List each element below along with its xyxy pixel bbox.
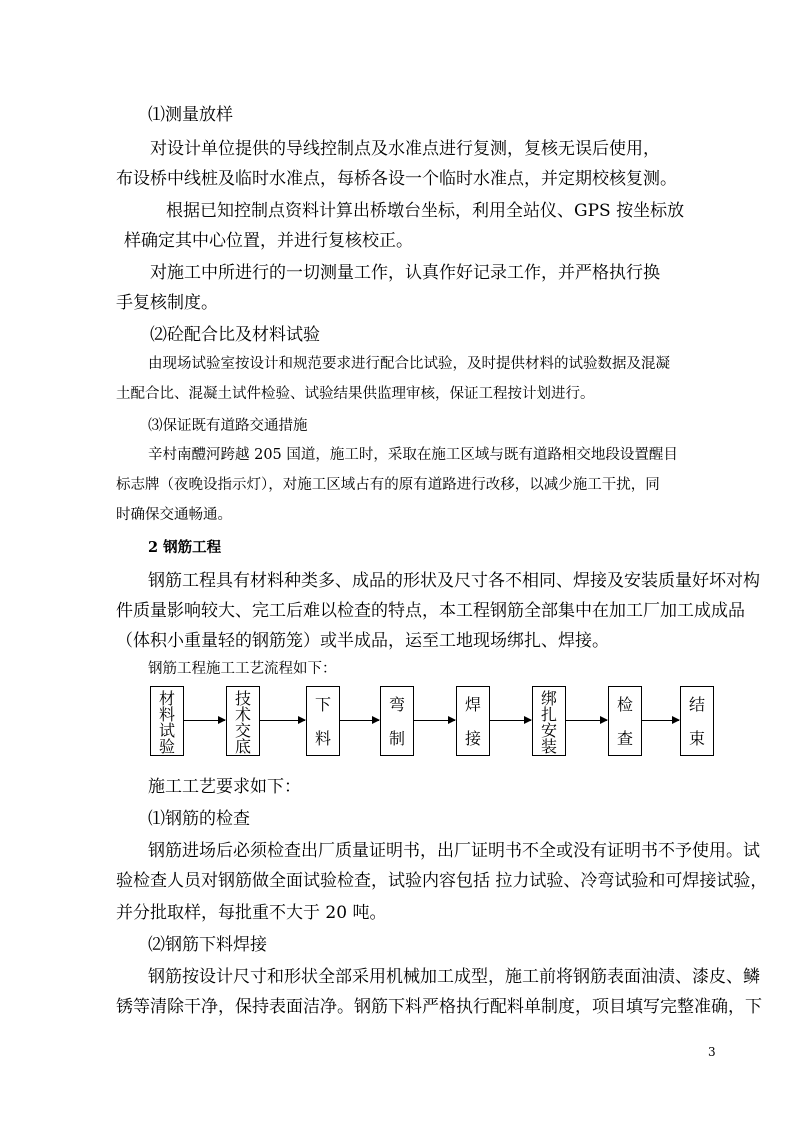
paragraph-line: 对设计单位提供的导线控制点及水准点进行复测，复核无误后使用， <box>150 139 660 159</box>
flow-step-char: 弯 <box>388 695 405 714</box>
flow-arrow <box>566 720 607 721</box>
flow-step-char: 装 <box>540 737 557 756</box>
paragraph-line: 并分批取样，每批重不大于 20 吨。 <box>116 903 387 923</box>
paragraph-line: 辛村南醴河跨越 205 国道，施工时，采取在施工区域与既有道路相交地段设置醒目 <box>148 447 678 463</box>
paragraph-line: 土配合比、混凝土试件检验、试验结果供监理审核，保证工程按计划进行。 <box>116 386 595 402</box>
section-title-concrete: ⑵砼配合比及材料试验 <box>150 325 320 345</box>
paragraph-line: （体积小重量轻的钢筋笼）或半成品，运至工地现场绑扎、焊接。 <box>116 631 609 651</box>
flow-step-char: 绑 <box>540 689 557 708</box>
paragraph-line: 件质量影响较大、完工后难以检查的特点，本工程钢筋全部集中在加工厂加工成成品 <box>116 601 745 621</box>
flow-step-char: 料 <box>158 705 175 724</box>
paragraph-line: 手复核制度。 <box>116 293 218 313</box>
section-title-cutting: ⑵钢筋下料焊接 <box>148 935 267 955</box>
requirements-intro: 施工工艺要求如下： <box>148 777 301 797</box>
flow-step <box>608 686 642 756</box>
paragraph-line: 标志牌（夜晚设指示灯），对施工区域占有的原有道路进行改移，以减少施工干扰，同 <box>116 477 660 493</box>
flow-arrow <box>642 720 679 721</box>
heading-rebar: 2 钢筋工程 <box>148 539 222 556</box>
flow-step <box>680 686 714 756</box>
flow-step <box>380 686 414 756</box>
paragraph-line: 布设桥中线桩及临时水准点，每桥各设一个临时水准点，并定期校核复测。 <box>116 169 677 189</box>
flow-step-char: 检 <box>616 695 633 714</box>
paragraph-line: 时确保交通畅通。 <box>116 507 232 523</box>
section-title-inspection: ⑴钢筋的检查 <box>148 809 250 829</box>
paragraph-line: 由现场试验室按设计和规范要求进行配合比试验，及时提供材料的试验数据及混凝 <box>148 356 670 372</box>
page-number: 3 <box>708 1045 716 1059</box>
paragraph-line: 样确定其中心位置，并进行复核校正。 <box>124 231 413 251</box>
flow-step-char: 束 <box>688 729 705 748</box>
flow-step <box>532 686 566 756</box>
paragraph-line: 钢筋工程具有材料种类多、成品的形状及尺寸各不相同、焊接及安装质量好坏对构 <box>148 571 760 591</box>
section-title-traffic: ⑶保证既有道路交通措施 <box>148 418 308 434</box>
flow-step-char: 材 <box>158 689 175 708</box>
flow-arrow <box>184 720 225 721</box>
flow-step-char: 料 <box>314 729 331 748</box>
flow-arrow <box>340 720 379 721</box>
paragraph-line: 根据已知控制点资料计算出桥墩台坐标，利用全站仪、GPS 按坐标放 <box>166 201 685 221</box>
flow-step-char: 焊 <box>464 695 481 714</box>
flow-step-char: 查 <box>616 729 633 748</box>
section-title-survey: ⑴测量放样 <box>148 105 233 125</box>
flow-step-char: 结 <box>688 695 705 714</box>
paragraph-line: 验检查人员对钢筋做全面试验检查，试验内容包括 拉力试验、冷弯试验和可焊接试验， <box>116 871 768 891</box>
paragraph-line: 锈等清除干净，保持表面洁净。钢筋下料严格执行配料单制度，项目填写完整准确，下 <box>116 997 762 1017</box>
flow-step <box>456 686 490 756</box>
flow-arrow <box>414 720 455 721</box>
flow-step-char: 制 <box>388 729 405 748</box>
flow-step-char: 术 <box>234 705 251 724</box>
flow-arrow <box>260 720 305 721</box>
flow-arrow <box>490 720 531 721</box>
flow-step-char: 底 <box>234 737 251 756</box>
paragraph-line: 对施工中所进行的一切测量工作，认真作好记录工作，并严格执行换 <box>150 263 660 283</box>
flow-step-char: 验 <box>158 737 175 756</box>
paragraph-line: 钢筋按设计尺寸和形状全部采用机械加工成型，施工前将钢筋表面油渍、漆皮、鳞 <box>148 967 760 987</box>
flow-step-char: 接 <box>464 729 481 748</box>
flow-step-char: 扎 <box>540 705 557 724</box>
flow-step <box>226 686 260 756</box>
flow-step-char: 下 <box>314 695 331 714</box>
flow-step-char: 安 <box>540 721 557 740</box>
paragraph-line: 钢筋进场后必须检查出厂质量证明书，出厂证明书不全或没有证明书不予使用。试 <box>148 841 760 861</box>
flow-step-char: 交 <box>234 721 251 740</box>
flow-step <box>150 686 184 756</box>
flow-intro: 钢筋工程施工工艺流程如下： <box>148 661 337 677</box>
flow-step-char: 技 <box>234 689 251 708</box>
flow-step-char: 试 <box>158 721 175 740</box>
flow-step <box>306 686 340 756</box>
